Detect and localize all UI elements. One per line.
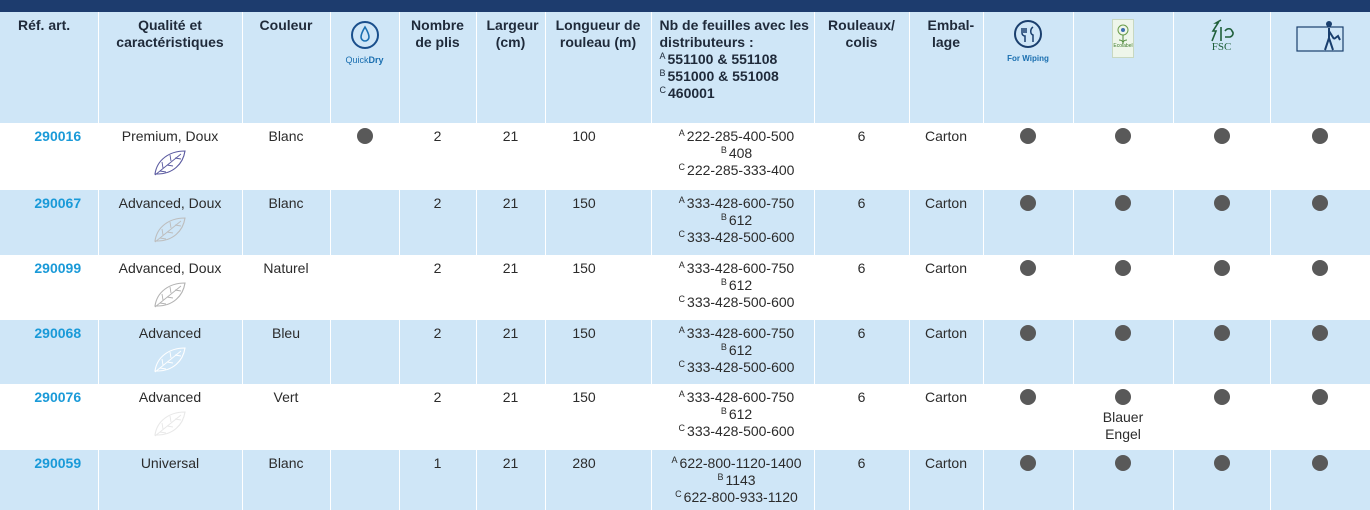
easy-handling-dot: [1312, 260, 1328, 276]
easy-handling-cell: [1270, 320, 1370, 384]
wiping-cell: [983, 190, 1073, 255]
ecolabel-note: Blauer Engel: [1102, 409, 1144, 442]
sheets-c: 622-800-933-1120: [683, 489, 798, 505]
leaf-icon: [151, 345, 189, 375]
wiping-cell: [983, 320, 1073, 384]
fsc-dot: [1214, 195, 1230, 211]
quickdry-icon: [350, 20, 380, 50]
leaf-icon: [151, 148, 189, 178]
packaging-cell: Carton: [909, 190, 983, 255]
easy-handling-cell: [1270, 450, 1370, 510]
quality-cell: [98, 450, 242, 510]
length-cell: 280: [545, 450, 651, 510]
length-cell: 150: [545, 384, 651, 450]
header-for-wiping: [983, 12, 1073, 123]
ecolabel-dot: [1115, 325, 1131, 341]
article-ref-link[interactable]: 290068: [0, 320, 98, 384]
plies-cell: 2: [399, 320, 476, 384]
header-plies: Nombre de plis: [399, 12, 476, 123]
ecolabel-cell: [1073, 255, 1173, 320]
easy-handling-icon: [1296, 19, 1344, 53]
sheets-c: 333-428-500-600: [687, 294, 795, 310]
rolls-cell: 6: [814, 320, 909, 384]
wiping-dot: [1020, 128, 1036, 144]
ecolabel-dot: [1115, 389, 1131, 405]
sheets-cell: $^A$ 333-428-600-750 $^B$ 612 $^C$ 333-428-500-600: [651, 384, 814, 450]
length-cell: 100: [545, 123, 651, 190]
wiping-cell: [983, 384, 1073, 450]
sheets-dispenser-b: 551000 & 551008: [667, 68, 779, 84]
header-color: Couleur: [242, 12, 330, 123]
quality-text: Advanced: [138, 389, 202, 405]
sheets-c: 333-428-500-600: [687, 229, 795, 245]
header-ref: Réf. art.: [0, 12, 98, 123]
quickdry-cell: [330, 384, 399, 450]
header-quality: Qualité et caractéristiques: [98, 12, 242, 123]
product-table: [0, 12, 1370, 510]
width-cell: 21: [476, 255, 545, 320]
rolls-cell: 6: [814, 190, 909, 255]
length-cell: 150: [545, 255, 651, 320]
ecolabel-text: Ecolabel: [1113, 43, 1133, 49]
packaging-cell: Carton: [909, 123, 983, 190]
header-easy-handling: [1270, 12, 1370, 123]
header-rolls: Rouleaux/ colis: [814, 12, 909, 123]
width-cell: 21: [476, 123, 545, 190]
plies-cell: 2: [399, 255, 476, 320]
easy-handling-dot: [1312, 325, 1328, 341]
width-cell: 21: [476, 320, 545, 384]
wiping-dot: [1020, 195, 1036, 211]
fsc-cell: [1173, 320, 1270, 384]
plies-cell: 2: [399, 384, 476, 450]
sheets-b: 612: [728, 342, 753, 358]
quality-text: Advanced: [138, 325, 202, 341]
length-cell: 150: [545, 320, 651, 384]
quality-text: Universal: [140, 455, 200, 471]
top-bar: [0, 0, 1370, 12]
sheets-c: 333-428-500-600: [687, 423, 795, 439]
easy-handling-cell: [1270, 384, 1370, 450]
sheets-b: 612: [728, 277, 753, 293]
sheets-cell: $^A$ 333-428-600-750 $^B$ 612 $^C$ 333-428-500-600: [651, 320, 814, 384]
article-ref-link[interactable]: 290059: [0, 450, 98, 510]
quality-cell: [98, 320, 242, 384]
fsc-dot: [1214, 260, 1230, 276]
sheets-a: 333-428-600-750: [686, 195, 795, 211]
table-row: [0, 255, 1370, 320]
header-ecolabel: [1073, 12, 1173, 123]
quickdry-cell: [330, 255, 399, 320]
sheets-dispenser-a: 551100 & 551108: [667, 51, 778, 67]
color-cell: Blanc: [242, 123, 330, 190]
header-packaging: Embal- lage: [909, 12, 983, 123]
sheets-c: 222-285-333-400: [687, 162, 795, 178]
wiping-dot: [1020, 455, 1036, 471]
table-body: [0, 123, 1370, 510]
easy-handling-cell: [1270, 190, 1370, 255]
rolls-cell: 6: [814, 450, 909, 510]
fsc-cell: [1173, 190, 1270, 255]
ecolabel-cell: [1073, 384, 1173, 450]
rolls-cell: 6: [814, 123, 909, 190]
sheets-cell: $^A$ 222-285-400-500 $^B$ 408 $^C$ 222-285-333-400: [651, 123, 814, 190]
color-cell: Blanc: [242, 190, 330, 255]
table-row: [0, 384, 1370, 450]
header-fsc: [1173, 12, 1270, 123]
sheets-b: 612: [728, 406, 753, 422]
quality-text: Premium, Doux: [121, 128, 219, 144]
sheets-a: 333-428-600-750: [686, 325, 795, 341]
table-row: [0, 190, 1370, 255]
sheets-a: 222-285-400-500: [686, 128, 795, 144]
sheets-dispenser-c: 460001: [668, 85, 715, 101]
quality-text: Advanced, Doux: [118, 260, 222, 276]
ecolabel-icon: [1112, 19, 1134, 58]
wiping-dot: [1020, 389, 1036, 405]
fsc-cell: [1173, 123, 1270, 190]
article-ref-link[interactable]: 290016: [0, 123, 98, 190]
width-cell: 21: [476, 450, 545, 510]
header-sheets: Nb de feuilles avec les distributeurs : $^A$ 551100 & 551108 $^B$ 551000 & 551008 $^C$ 460001: [651, 12, 814, 123]
width-cell: 21: [476, 190, 545, 255]
article-ref-link[interactable]: 290067: [0, 190, 98, 255]
header-length: Longueur de rouleau (m): [545, 12, 651, 123]
plies-cell: 2: [399, 123, 476, 190]
quickdry-cell: [330, 123, 399, 190]
color-cell: Naturel: [242, 255, 330, 320]
for-wiping-icon: [1013, 19, 1043, 49]
fsc-dot: [1214, 455, 1230, 471]
easy-handling-dot: [1312, 128, 1328, 144]
article-ref-link[interactable]: 290099: [0, 255, 98, 320]
quality-text: Advanced, Doux: [118, 195, 222, 211]
quickdry-label-prefix: Quick: [345, 55, 369, 65]
packaging-cell: Carton: [909, 320, 983, 384]
wiping-cell: [983, 255, 1073, 320]
sheets-cell: $^A$ 333-428-600-750 $^B$ 612 $^C$ 333-428-500-600: [651, 190, 814, 255]
color-cell: Vert: [242, 384, 330, 450]
easy-handling-dot: [1312, 389, 1328, 405]
plies-cell: 1: [399, 450, 476, 510]
sheets-a: 333-428-600-750: [686, 260, 795, 276]
leaf-icon: [151, 215, 189, 245]
sheets-cell: $^A$ 333-428-600-750 $^B$ 612 $^C$ 333-428-500-600: [651, 255, 814, 320]
leaf-icon: [151, 409, 189, 439]
quickdry-cell: [330, 190, 399, 255]
quality-cell: [98, 255, 242, 320]
sheets-title: Nb de feuilles avec les distributeurs :: [659, 17, 809, 50]
ecolabel-cell: [1073, 190, 1173, 255]
sheets-cell: $^A$ 622-800-1120-1400 $^B$ 1143 $^C$ 622-800-933-1120: [651, 450, 814, 510]
fsc-dot: [1214, 325, 1230, 341]
ecolabel-cell: [1073, 123, 1173, 190]
sheets-b: 408: [728, 145, 753, 161]
fsc-dot: [1214, 128, 1230, 144]
quality-cell: [98, 190, 242, 255]
header-width: Largeur (cm): [476, 12, 545, 123]
wiping-cell: [983, 123, 1073, 190]
easy-handling-cell: [1270, 123, 1370, 190]
fsc-dot: [1214, 389, 1230, 405]
ecolabel-cell: [1073, 450, 1173, 510]
rolls-cell: 6: [814, 255, 909, 320]
for-wiping-label: For Wiping: [1007, 54, 1049, 63]
ecolabel-cell: [1073, 320, 1173, 384]
sheets-c: 333-428-500-600: [687, 359, 795, 375]
fsc-cell: [1173, 384, 1270, 450]
fsc-cell: [1173, 255, 1270, 320]
wiping-dot: [1020, 325, 1036, 341]
packaging-cell: Carton: [909, 450, 983, 510]
quality-cell: [98, 123, 242, 190]
width-cell: 21: [476, 384, 545, 450]
leaf-icon: [151, 280, 189, 310]
sheets-a: 333-428-600-750: [686, 389, 795, 405]
fsc-cell: [1173, 450, 1270, 510]
fsc-label: FSC: [1211, 41, 1232, 53]
quickdry-dot: [357, 128, 373, 144]
color-cell: Blanc: [242, 450, 330, 510]
table-row: [0, 123, 1370, 190]
header-quickdry: [330, 12, 399, 123]
packaging-cell: Carton: [909, 255, 983, 320]
sheets-b: 1143: [725, 472, 756, 488]
quickdry-cell: [330, 320, 399, 384]
rolls-cell: 6: [814, 384, 909, 450]
sheets-b: 612: [728, 212, 753, 228]
quickdry-label-suffix: Dry: [368, 55, 384, 65]
quality-cell: [98, 384, 242, 450]
article-ref-link[interactable]: 290076: [0, 384, 98, 450]
quickdry-cell: [330, 450, 399, 510]
table-row: [0, 450, 1370, 510]
easy-handling-cell: [1270, 255, 1370, 320]
plies-cell: 2: [399, 190, 476, 255]
ecolabel-dot: [1115, 260, 1131, 276]
color-cell: Bleu: [242, 320, 330, 384]
ecolabel-dot: [1115, 455, 1131, 471]
length-cell: 150: [545, 190, 651, 255]
sheets-a: 622-800-1120-1400: [679, 455, 802, 471]
easy-handling-dot: [1312, 455, 1328, 471]
wiping-dot: [1020, 260, 1036, 276]
packaging-cell: Carton: [909, 384, 983, 450]
wiping-cell: [983, 450, 1073, 510]
table-row: [0, 320, 1370, 384]
ecolabel-dot: [1115, 128, 1131, 144]
easy-handling-dot: [1312, 195, 1328, 211]
ecolabel-dot: [1115, 195, 1131, 211]
